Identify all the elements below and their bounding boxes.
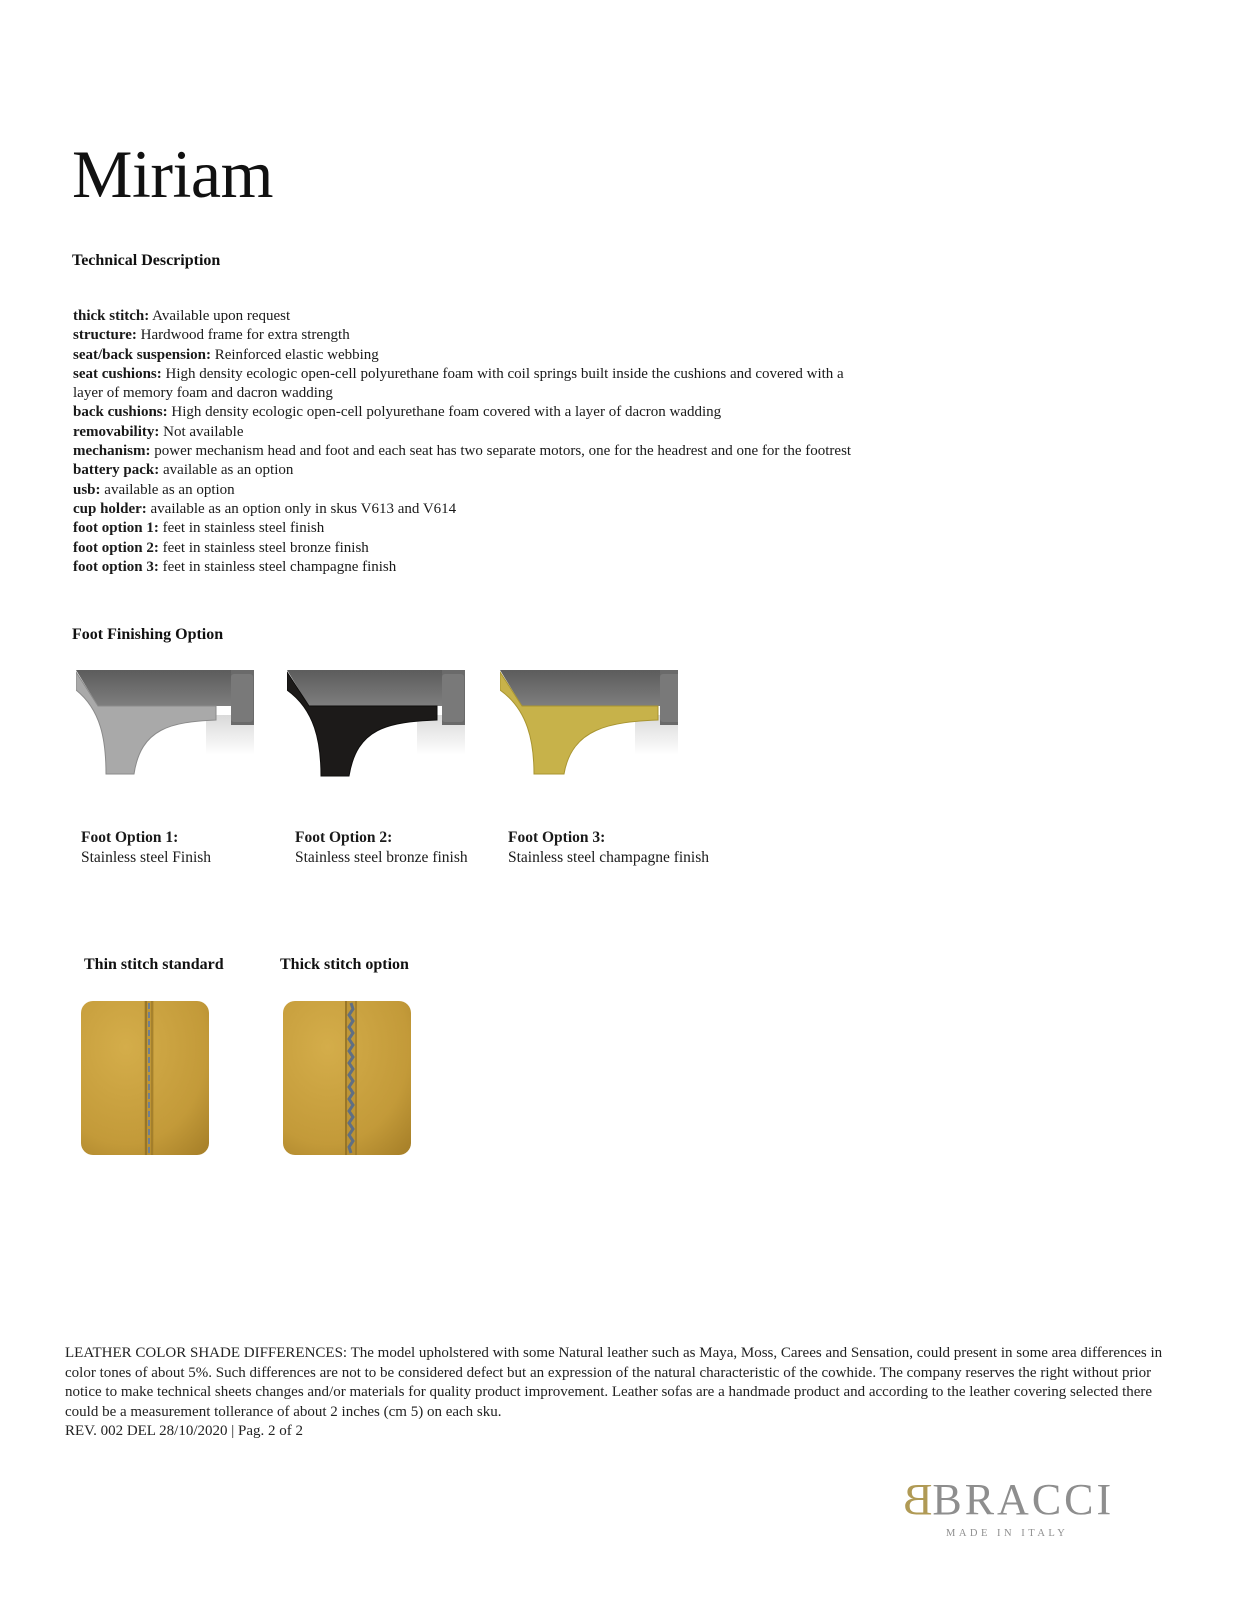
technical-description-heading: Technical Description (72, 252, 221, 269)
foot-option-3-caption (508, 828, 709, 868)
thick-stitch-swatch (283, 1001, 411, 1155)
logo-mirrored-initial: B (900, 1475, 933, 1524)
foot-option-1-image (76, 670, 254, 780)
spec-key: seat/back suspension: (73, 346, 211, 363)
spec-value: feet in stainless steel bronze finish (158, 539, 369, 556)
bracci-logo (900, 1475, 1160, 1542)
spec-key: foot option 2: (73, 539, 159, 556)
spec-value: available as an option only in skus V613 and V614 (146, 500, 457, 517)
logo-tagline: MADE IN ITALY (946, 1528, 1069, 1539)
spec-row (73, 403, 1073, 422)
spec-value: High density ecologic open-cell polyurethane foam with coil springs built inside the cushions and covered with a layer of memory foam and dacron wadding (73, 365, 844, 402)
spec-value: feet in stainless steel champagne finish (158, 558, 397, 575)
spec-value: available as an option (100, 481, 235, 498)
spec-value: feet in stainless steel finish (158, 520, 325, 537)
spec-value: Reinforced elastic webbing (210, 346, 379, 363)
foot-option-2-image (287, 670, 465, 780)
spec-key: structure: (73, 327, 137, 344)
spec-key: foot option 1: (73, 520, 159, 537)
spec-row (73, 558, 1073, 577)
thick-stitch-label: Thick stitch option (280, 956, 409, 973)
spec-row (73, 519, 1073, 538)
spec-row (73, 461, 1073, 480)
page-title: Miriam (72, 136, 273, 212)
disclaimer-text: LEATHER COLOR SHADE DIFFERENCES: The model upholstered with some Natural leather such as Maya, Moss, Carees and Sensation, could present in some area differences in color tones of about 5%. Such differences are not to be considered defect but an expression of the natural characteristic of the cowhide. The company reserves the right without prior notice to make technical sheets changes and/or materials for quality product improvement. Leather sofas are a handmade product and according to the leather covering selected there could be a measurement tollerance of about 2 inches (cm 5) on each sku. (65, 1345, 1163, 1420)
foot-finishing-heading: Foot Finishing Option (72, 626, 224, 643)
spec-key: thick stitch: (73, 308, 150, 324)
revision-info: REV. 002 DEL 28/10/2020 | Pag. 2 of 2 (65, 1423, 304, 1440)
foot-option-desc: Stainless steel bronze finish (295, 849, 468, 866)
spec-key: removability: (73, 423, 160, 440)
spec-row (73, 326, 1073, 345)
spec-key: mechanism: (73, 443, 151, 460)
foot-option-desc: Stainless steel champagne finish (508, 849, 710, 866)
foot-option-label: Foot Option 1: (81, 829, 179, 846)
spec-value: High density ecologic open-cell polyurethane foam covered with a layer of dacron wadding (167, 404, 722, 421)
spec-key: seat cushions: (73, 365, 162, 382)
spec-value: Hardwood frame for extra strength (136, 327, 350, 344)
disclaimer (65, 1344, 1185, 1442)
thin-stitch-swatch (81, 1001, 209, 1155)
spec-row (73, 481, 1073, 500)
foot-option-2-caption (295, 828, 468, 868)
spec-row (73, 423, 1073, 442)
foot-option-1-caption (81, 828, 211, 868)
spec-key: foot option 3: (73, 558, 159, 575)
spec-key: back cushions: (73, 404, 168, 421)
spec-row (73, 442, 1073, 461)
spec-row (73, 307, 1073, 326)
spec-row (73, 346, 1073, 365)
spec-key: usb: (73, 481, 101, 498)
foot-option-label: Foot Option 3: (508, 829, 606, 846)
foot-option-desc: Stainless steel Finish (81, 849, 212, 866)
logo-wordmark: BRACCI (932, 1475, 1115, 1524)
spec-key: cup holder: (73, 500, 147, 517)
foot-option-label: Foot Option 2: (295, 829, 393, 846)
spec-value: Not available (159, 423, 244, 440)
thin-stitch-label: Thin stitch standard (84, 956, 224, 973)
spec-value: power mechanism head and foot and each seat has two separate motors, one for the headrest and one for the footrest (150, 443, 852, 460)
spec-row (73, 539, 1073, 558)
spec-key: battery pack: (73, 462, 160, 479)
foot-option-3-image (500, 670, 678, 780)
spec-row (73, 500, 1073, 519)
spec-value: Available upon request (149, 308, 291, 324)
spec-row (73, 365, 873, 404)
spec-value: available as an option (159, 462, 294, 479)
spec-list (73, 307, 1073, 577)
